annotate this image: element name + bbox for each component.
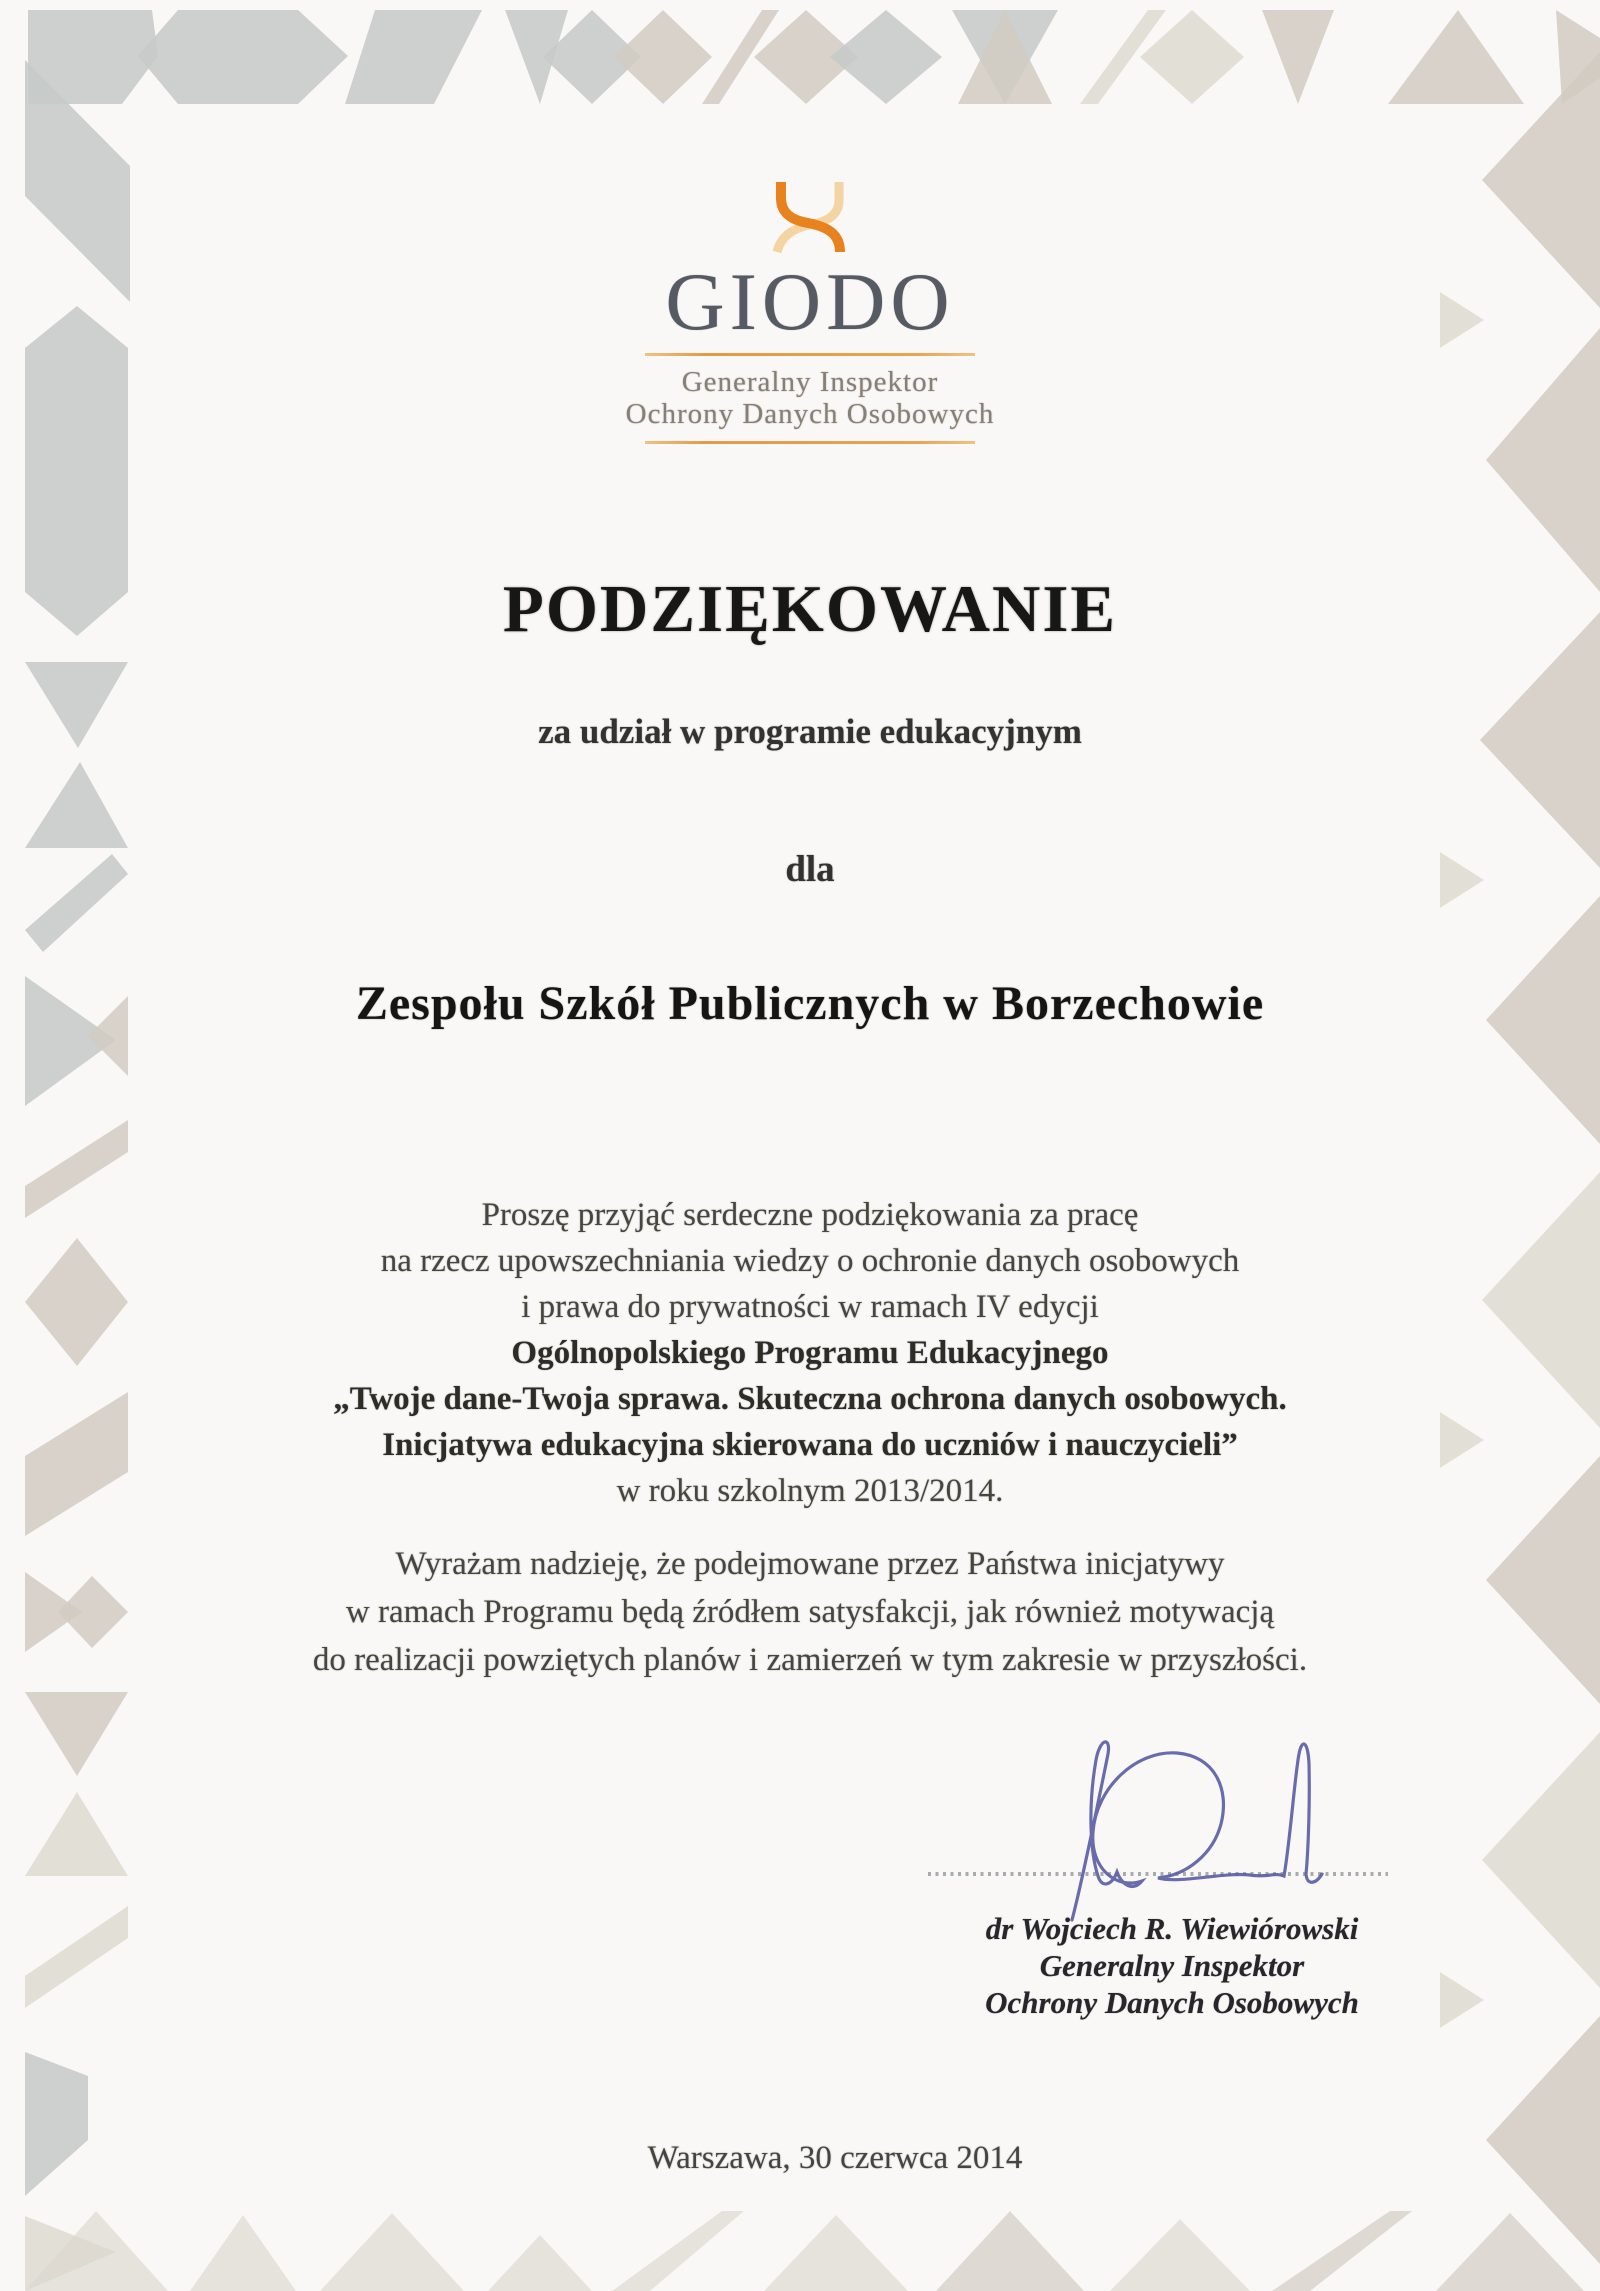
certificate-title: PODZIĘKOWANIE xyxy=(502,572,1118,646)
giodo-logo-icon xyxy=(751,178,869,256)
body-line: Wyrażam nadzieję, że podejmowane przez Państwa inicjatywy xyxy=(395,1546,1225,1582)
date-line: Warszawa, 30 czerwca 2014 xyxy=(647,2140,1023,2176)
signatory-title-line1: Generalny Inspektor xyxy=(1039,1948,1305,1983)
body-line: na rzecz upowszechniania wiedzy o ochronie danych osobowych xyxy=(380,1243,1240,1279)
border-bottom-decoration xyxy=(0,2205,1600,2291)
body-line: Proszę przyjąć serdeczne podziękowania za pracę xyxy=(481,1197,1139,1233)
body-paragraph-1 xyxy=(10,1192,1600,1514)
giodo-wordmark: GIODO xyxy=(665,256,955,347)
signatory-title-line2: Ochrony Danych Osobowych xyxy=(985,1985,1359,2020)
signatory-block xyxy=(962,1910,1382,2021)
giodo-logo xyxy=(10,178,1600,444)
border-top-decoration xyxy=(0,0,1600,112)
logo-divider-bottom xyxy=(645,441,975,444)
body-line: do realizacji powziętych planów i zamierzeń w tym zakresie w przyszłości. xyxy=(312,1642,1308,1678)
body-line: i prawa do prywatności w ramach IV edycji xyxy=(521,1289,1099,1325)
body-paragraph-2 xyxy=(10,1540,1600,1684)
certificate-subtitle: za udział w programie edukacyjnym xyxy=(538,712,1082,751)
body-line-bold: „Twoje dane-Twoja sprawa. Skuteczna ochrona danych osobowych. xyxy=(333,1381,1287,1417)
body-line-bold: Ogólnopolskiego Programu Edukacyjnego xyxy=(511,1335,1109,1371)
signature-ink xyxy=(1012,1722,1347,1922)
logo-subtitle-line2: Ochrony Danych Osobowych xyxy=(625,398,995,430)
body-line-bold: Inicjatywa edukacyjna skierowana do uczniów i nauczycieli” xyxy=(382,1427,1238,1463)
dla-label: dla xyxy=(785,849,835,890)
signatory-name: dr Wojciech R. Wiewiórowski xyxy=(985,1911,1359,1946)
body-line: w roku szkolnym 2013/2014. xyxy=(616,1473,1004,1509)
body-line: w ramach Programu będą źródłem satysfakcji, jak również motywacją xyxy=(345,1594,1275,1630)
logo-divider-top xyxy=(645,353,975,356)
logo-subtitle-line1: Generalny Inspektor xyxy=(681,366,939,398)
recipient-name: Zespołu Szkół Publicznych w Borzechowie xyxy=(355,977,1265,1030)
